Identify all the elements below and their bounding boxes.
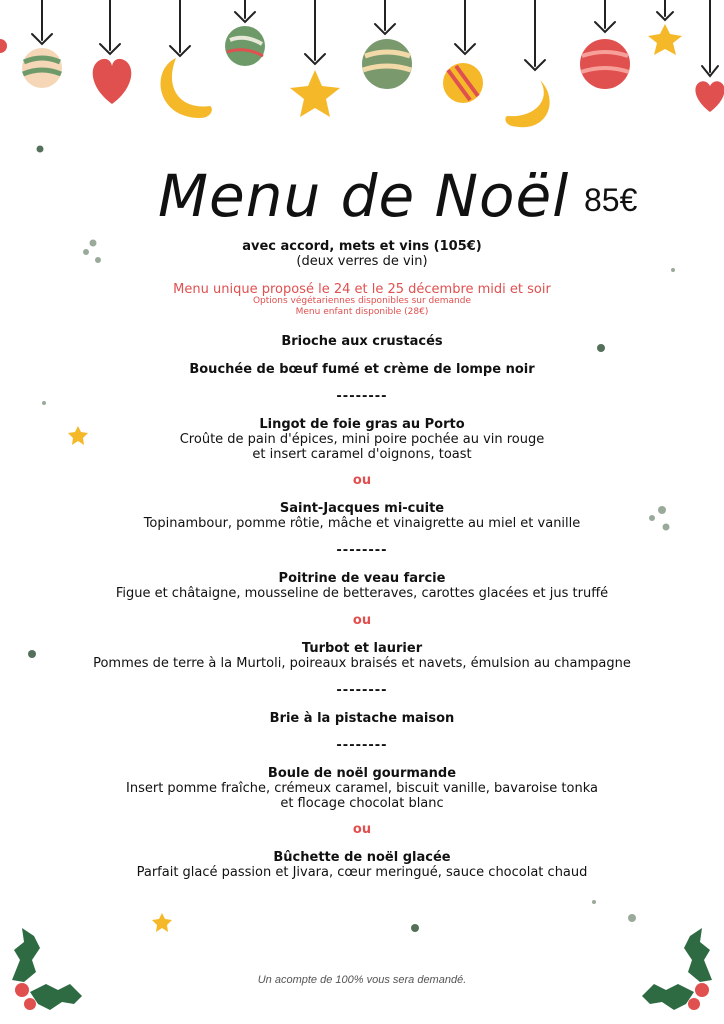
dessert-2-description: Parfait glacé passion et Jivara, cœur meringué, sauce chocolat chaud (136, 865, 588, 880)
amuse-bouche-2: Bouchée de bœuf fumé et crème de lompe noir (189, 362, 535, 377)
moon-ornament-icon (161, 58, 212, 118)
menu-price: 85€ (584, 182, 638, 218)
dessert-1-name: Boule de noël gourmande (267, 766, 457, 781)
dessert-1-description-2: et flocage chocolat blanc (280, 796, 444, 811)
holly-right-icon (642, 928, 712, 1010)
green-ball-large-ornament-icon (362, 39, 412, 89)
small-star-bottom-icon (152, 913, 172, 932)
starter-1-description: Croûte de pain d'épices, mini poire pochée au vin rouge (179, 432, 545, 447)
star-ornament-icon (290, 70, 340, 117)
green-ball-ornament-icon (225, 26, 265, 66)
wine-pairing-line: avec accord, mets et vins (105€) (242, 239, 482, 254)
dessert-1-description: Insert pomme fraîche, crémeux caramel, biscuit vanille, bavaroise tonka (126, 781, 598, 796)
main-2-description: Pommes de terre à la Murtoli, poireaux braisés et navets, émulsion au champagne (93, 656, 631, 671)
separator: -------- (336, 543, 388, 558)
moon-ornament-2-icon (505, 80, 549, 127)
main-2-name: Turbot et laurier (301, 641, 423, 656)
amuse-bouche-1: Brioche aux crustacés (281, 334, 443, 349)
red-ball-ornament-icon (580, 39, 630, 89)
starter-1-name: Lingot de foie gras au Porto (259, 417, 465, 432)
striped-ball-ornament-icon (22, 48, 62, 88)
main-1-description: Figue et châtaigne, mousseline de betteraves, carottes glacées et jus truffé (115, 586, 609, 601)
starter-2-description: Topinambour, pomme rôtie, mâche et vinaigrette au miel et vanille (143, 516, 581, 531)
cheese-course: Brie à la pistache maison (269, 711, 455, 726)
availability-notice: Menu unique proposé le 24 et le 25 décembre midi et soir (173, 282, 551, 297)
starter-2-name: Saint-Jacques mi-cuite (279, 501, 445, 516)
deposit-footer-note: Un acompte de 100% vous sera demandé. (257, 974, 467, 986)
main-1-name: Poitrine de veau farcie (278, 571, 446, 586)
vegetarian-notice: Options végétariennes disponibles sur demande (252, 296, 472, 306)
separator: -------- (336, 738, 388, 753)
separator: -------- (336, 683, 388, 698)
wine-pairing-note: (deux verres de vin) (296, 254, 428, 269)
holly-left-icon (12, 928, 82, 1010)
small-star-ornament-icon (648, 24, 682, 55)
heart-ornament-2-icon (695, 81, 724, 112)
starter-1-description-2: et insert caramel d'oignons, toast (252, 447, 472, 462)
kids-menu-notice: Menu enfant disponible (28€) (295, 307, 429, 317)
title-row (0, 160, 724, 240)
dessert-2-name: Bûchette de noël glacée (273, 850, 451, 865)
heart-ornament-icon (93, 59, 132, 104)
menu-title: Menu de Noël (158, 162, 570, 230)
or-label: ou (352, 473, 372, 488)
yellow-ball-ornament-icon (443, 63, 483, 103)
or-label: ou (352, 822, 372, 837)
separator: -------- (336, 389, 388, 404)
or-label: ou (352, 613, 372, 628)
